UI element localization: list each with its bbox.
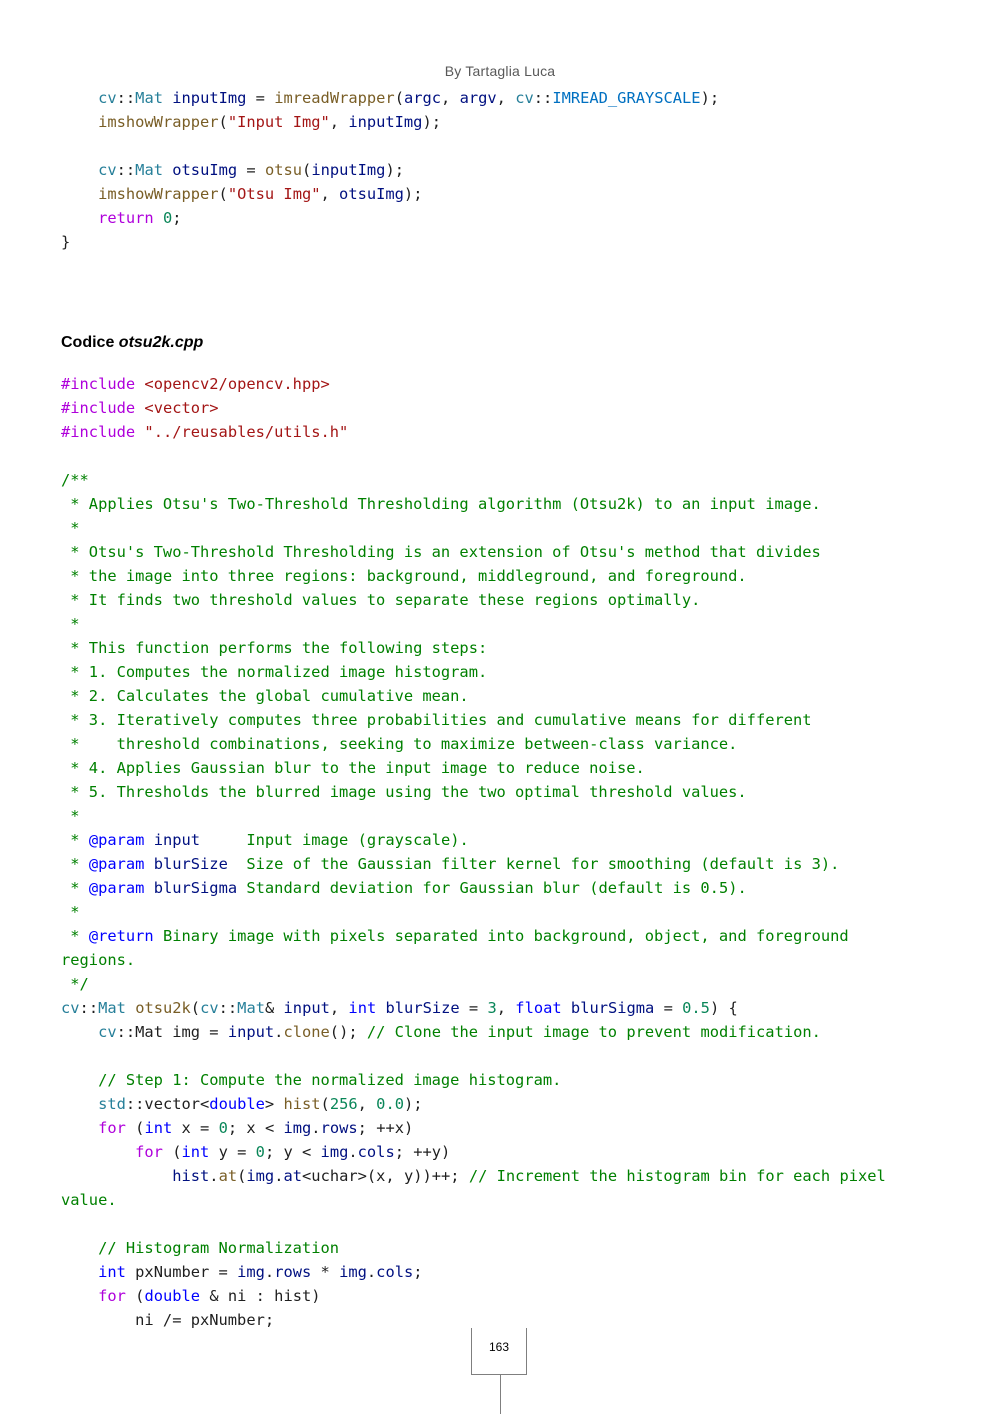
section-heading: Codice otsu2k.cpp bbox=[61, 334, 204, 351]
page-number-box bbox=[471, 1328, 527, 1375]
page-number: 163 bbox=[488, 1340, 510, 1354]
code-block-otsu2k: #include <opencv2/opencv.hpp> #include <vector> #include "../reusables/utils.h" /** * Applies Otsu's Two-Threshold Thresholding algorithm (Otsu2k) to an input image. * * Otsu's Two-Threshold Thresholding is an extension of Otsu's method that divides * the image into three regions: background, middleground, and foreground. * It finds two threshold values to separate these regions optimally. * * This function performs the following steps: * 1. Computes the normalized image histogram. * 2. Calculates the global cumulative mean. * 3. Iteratively computes three probabilities and cumulative means for different * threshold combinations, seeking to maximize between-class variance. * 4. Applies Gaussian blur to the input image to reduce noise. * 5. Thresholds the blurred image using the two optimal threshold values. * * @param input Input image (grayscale). * @param blurSize Size of the Gaussian filter kernel for smoothing (default is 3). * @param blurSigma Standard deviation for Gaussian blur (default is 0.5). * * @return Binary image with pixels separated into background, object, and foreground regions. */ cv::Mat otsu2k(cv::Mat& input, int blurSize = 3, float blurSigma = 0.5) { cv::Mat img = input.clone(); // Clone the input image to prevent modification. // Step 1: Compute the normalized image histogram. std::vector<double> hist(256, 0.0); for (int x = 0; x < img.rows; ++x) for (int y = 0; y < img.cols; ++y) hist.at(img.at<uchar>(x, y))++; // Increment the histogram bin for each pixel value. // Histogram Normalization int pxNumber = img.rows * img.cols; for (double & ni : hist) ni /= pxNumber; bbox=[61, 375, 886, 1329]
running-header: By Tartaglia Luca bbox=[444, 63, 556, 79]
footer-line bbox=[500, 1375, 501, 1414]
code-block-main-end: cv::Mat inputImg = imreadWrapper(argc, argv, cv::IMREAD_GRAYSCALE); imshowWrapper("Input Img", inputImg); cv::Mat otsuImg = otsu(inputImg); imshowWrapper("Otsu Img", otsuImg); return 0; } bbox=[61, 89, 720, 251]
